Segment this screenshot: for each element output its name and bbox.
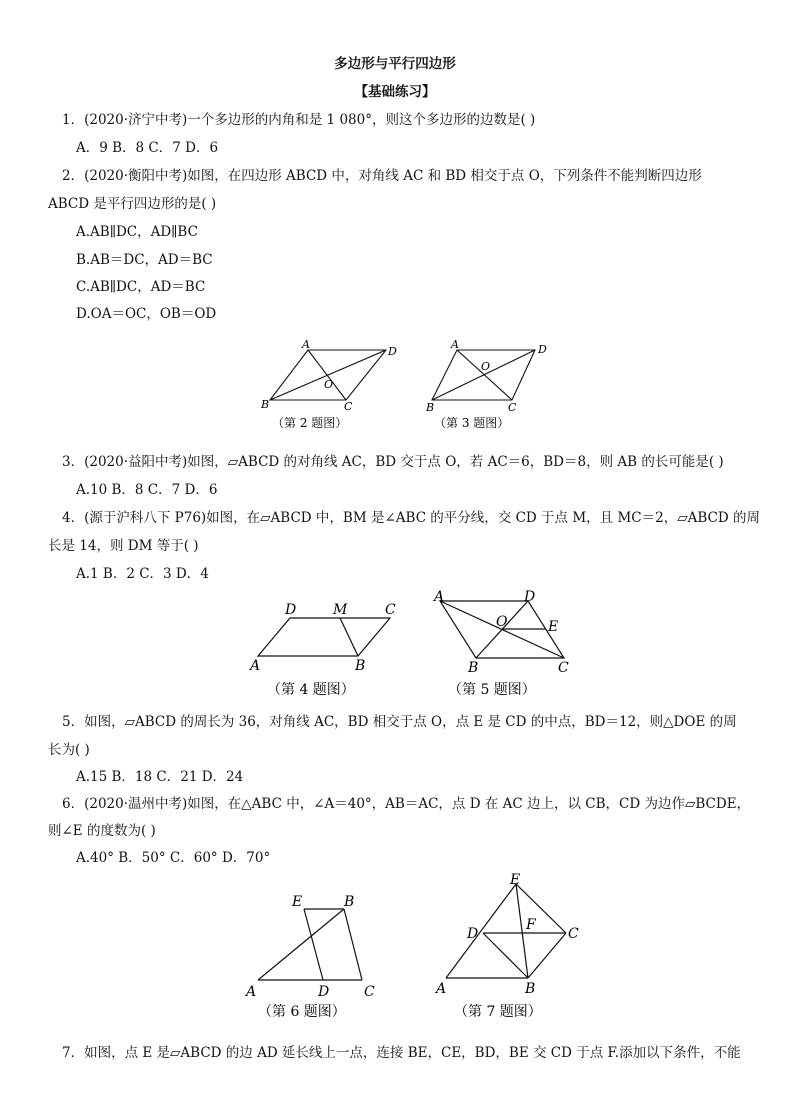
- fig3-label-d: D: [538, 343, 547, 356]
- fig5-label-a: A: [434, 589, 445, 605]
- fig2-label-d: D: [388, 345, 397, 358]
- question-2-option-a: A.AB∥DC，AD∥BC: [76, 224, 198, 240]
- figure-6: [240, 888, 390, 1026]
- fig2-label-b: B: [261, 398, 270, 411]
- question-1-text: 1．(2020·济宁中考)一个多边形的内角和是 1 080°，则这个多边形的边数是( ): [62, 112, 536, 128]
- section-heading: 【基础练习】: [354, 84, 436, 100]
- fig2-label-c: C: [344, 400, 353, 413]
- fig2-label-o: O: [324, 378, 334, 391]
- fig3-label-b: B: [426, 401, 435, 414]
- question-2-text: 2．(2020·衡阳中考)如图，在四边形 ABCD 中，对角线 AC 和 BD 相交于点 O，下列条件不能判断四边形: [62, 168, 702, 184]
- fig4-label-a: A: [250, 658, 261, 674]
- fig3-label-a: A: [451, 338, 459, 351]
- question-1-options: A．9 B．8 C．7 D．6: [76, 140, 219, 156]
- fig6-label-e: E: [292, 894, 303, 910]
- fig5-label-d: D: [524, 589, 536, 605]
- question-5-options: A.15 B．18 C．21 D．24: [76, 769, 244, 785]
- fig7-label-d: D: [467, 926, 479, 942]
- fig4-label-b: B: [355, 658, 366, 674]
- question-6-text-cont: 则∠E 的度数为( ): [48, 823, 156, 839]
- question-7-text: 7．如图，点 E 是▱ABCD 的边 AD 延长线上一点，连接 BE，CE，BD，BE 交 CD 于点 F.添加以下条件，不能: [62, 1045, 741, 1061]
- fig7-label-f: F: [526, 917, 536, 933]
- fig7-label-e: E: [510, 872, 521, 888]
- fig7-label-a: A: [436, 981, 447, 997]
- fig2-label-a: A: [302, 338, 310, 351]
- fig5-label-c: C: [558, 660, 569, 676]
- figure-4: [245, 598, 405, 700]
- figure-5: [428, 588, 578, 700]
- fig4-label-d: D: [285, 602, 297, 618]
- fig4-label-m: M: [333, 602, 348, 618]
- question-2-text-cont: ABCD 是平行四边形的是( ): [48, 196, 217, 212]
- question-6-options: A.40° B．50° C．60° D．70°: [76, 850, 271, 866]
- question-5-text: 5．如图，▱ABCD 的周长为 36，对角线 AC，BD 相交于点 O，点 E 是 CD 的中点，BD＝12，则△DOE 的周: [62, 714, 737, 730]
- fig6-label-a: A: [246, 984, 257, 1000]
- fig6-caption: （第 6 题图）: [258, 1004, 346, 1020]
- fig5-caption: （第 5 题图）: [448, 682, 536, 698]
- fig6-label-d: D: [318, 984, 330, 1000]
- fig3-caption: （第 3 题图）: [434, 416, 510, 430]
- question-3-text: 3．(2020·益阳中考)如图，▱ABCD 的对角线 AC，BD 交于点 O，若 AC＝6，BD＝8，则 AB 的长可能是( ): [62, 454, 724, 470]
- figure-3: [420, 336, 570, 430]
- fig7-caption: （第 7 题图）: [454, 1004, 542, 1020]
- fig3-label-o: O: [481, 360, 491, 373]
- fig4-caption: （第 4 题图）: [267, 682, 355, 698]
- page-title: 多边形与平行四边形: [334, 56, 456, 72]
- fig6-label-c: C: [364, 984, 375, 1000]
- fig5-label-e: E: [548, 619, 559, 635]
- fig3-label-c: C: [508, 401, 517, 414]
- fig2-caption: （第 2 题图）: [272, 416, 348, 430]
- question-2-option-c: C.AB∥DC，AD＝BC: [76, 279, 206, 295]
- fig7-label-c: C: [568, 926, 579, 942]
- question-4-text: 4．(源于沪科八下 P76)如图，在▱ABCD 中，BM 是∠ABC 的平分线，交 CD 于点 M，且 MC＝2，▱ABCD 的周: [62, 510, 760, 526]
- question-5-text-cont: 长为( ): [48, 742, 90, 758]
- question-4-text-cont: 长是 14，则 DM 等于( ): [48, 538, 199, 554]
- question-4-options: A.1 B．2 C．3 D．4: [76, 566, 209, 582]
- figure-2: [258, 338, 408, 430]
- fig6-label-b: B: [344, 894, 355, 910]
- fig5-label-o: O: [496, 614, 508, 630]
- question-3-options: A.10 B．8 C．7 D．6: [76, 482, 218, 498]
- question-2-option-d: D.OA＝OC，OB＝OD: [76, 306, 217, 322]
- fig4-label-c: C: [385, 602, 396, 618]
- figure-7: [430, 868, 590, 1026]
- question-6-text: 6．(2020·温州中考)如图，在△ABC 中，∠A＝40°，AB＝AC，点 D 在 AC 边上，以 CB，CD 为边作▱BCDE，: [62, 796, 751, 812]
- fig7-label-b: B: [525, 981, 536, 997]
- question-2-option-b: B.AB＝DC，AD＝BC: [76, 252, 213, 268]
- fig5-label-b: B: [468, 660, 479, 676]
